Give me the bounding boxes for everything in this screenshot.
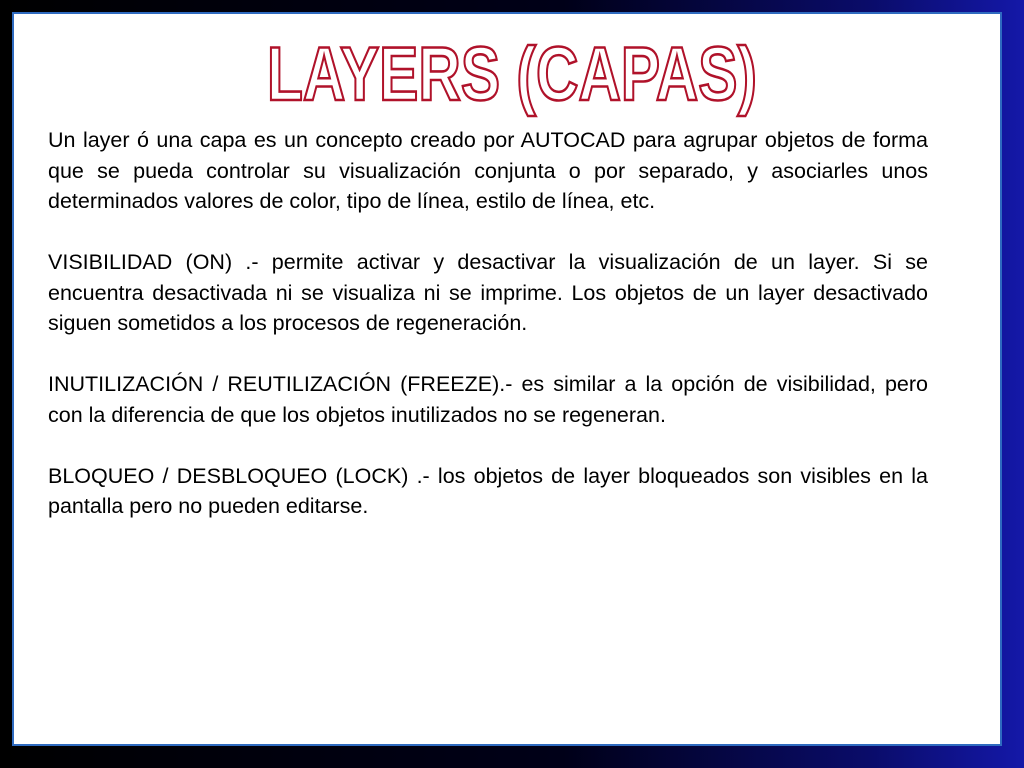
slide-title-text: LAYERS (CAPAS) [267,32,757,117]
paragraph-lock: BLOQUEO / DESBLOQUEO (LOCK) .- los objetos de layer bloqueados son visibles en la pantalla pero no pueden editarse. [48,463,928,518]
paragraph-intro: Un layer ó una capa es un concepto creado por AUTOCAD para agrupar objetos de forma que se pueda controlar su visualización conjunta o por separado, y asociarles unos determinados valores de color, tipo de línea, estilo de línea, etc. [48,128,928,213]
paragraph-visibility: VISIBILIDAD (ON) .- permite activar y desactivar la visualización de un layer. Si se encuentra desactivada ni se visualiza ni se imprime. Los objetos de un layer desactivado siguen sometidos a los procesos de regeneración. [48,250,928,335]
slide-body [48,125,928,552]
slide-title-graphic [252,30,772,117]
slide-title [0,30,1024,117]
paragraph-freeze: INUTILIZACIÓN / REUTILIZACIÓN (FREEZE).- es similar a la opción de visibilidad, pero con la diferencia de que los objetos inutilizados no se regeneran. [48,372,928,427]
